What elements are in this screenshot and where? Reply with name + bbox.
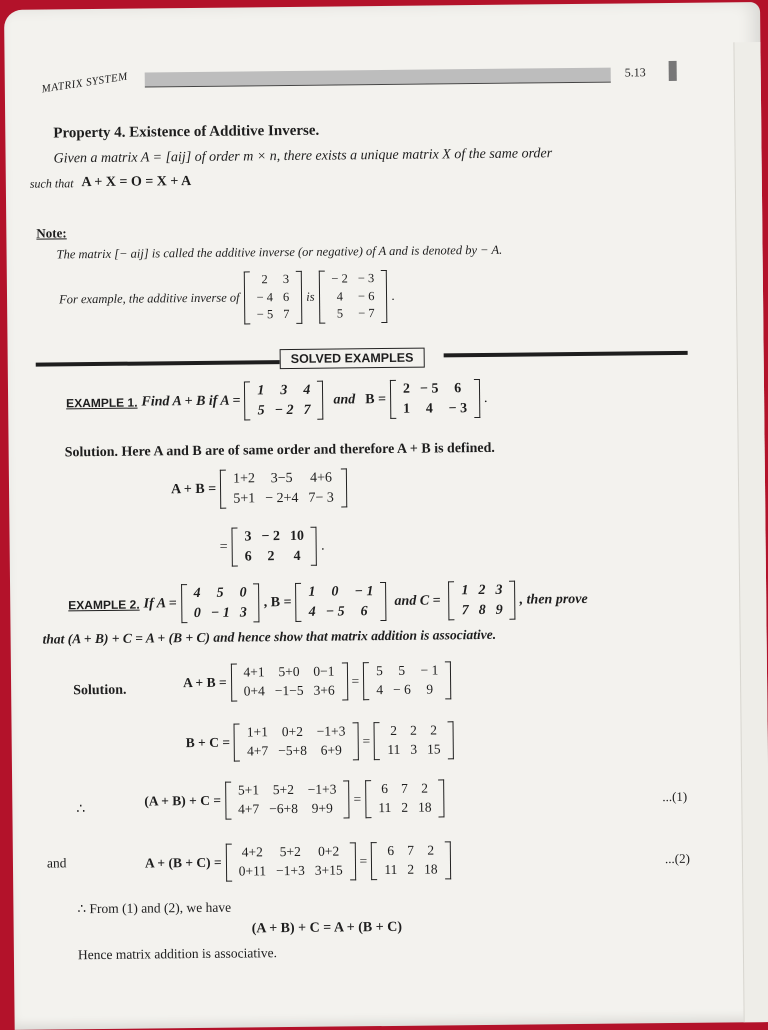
matrix-cell: 1+1 — [246, 724, 269, 740]
matrix-cell: − 1 — [354, 584, 374, 600]
bracket-left — [390, 380, 396, 419]
bc-result-matrix — [374, 721, 454, 760]
matrix-cell: 3+6 — [313, 682, 335, 698]
note-is-text: is — [306, 289, 315, 304]
matrix-grid — [189, 583, 252, 623]
matrix-cell: 0 — [193, 605, 201, 621]
matrix-cell: − 1 — [420, 662, 439, 678]
matrix-cell: 3 — [280, 383, 288, 399]
matrix-cell: 2 — [261, 272, 268, 287]
matrix-cell: −1+3 — [307, 781, 337, 797]
matrix-cell: − 1 — [210, 605, 230, 621]
matrix-row — [239, 681, 340, 701]
matrix-cell: 3 — [239, 605, 247, 621]
matrix-row — [238, 662, 339, 682]
bracket-right — [445, 661, 451, 699]
matrix-cell: 4+2 — [241, 844, 263, 860]
matrix-row — [379, 860, 442, 880]
matrix-cell: 5 — [398, 662, 406, 678]
matrix-cell: 9 — [426, 681, 434, 697]
matrix-cell: −5+8 — [278, 742, 307, 759]
matrix-cell: 4 — [376, 681, 384, 697]
bracket-left — [181, 584, 187, 623]
abc-result-matrix — [365, 779, 445, 818]
example2-label: EXAMPLE 2. — [68, 597, 140, 612]
page-number: 5.13 — [624, 65, 646, 80]
matrix-cell: 6 — [454, 381, 462, 397]
matrix-grid — [382, 721, 446, 759]
matrix-row — [382, 721, 445, 741]
matrix-cell: − 6 — [392, 681, 411, 697]
textbook-page — [4, 2, 768, 1030]
matrix-grid — [379, 841, 443, 879]
matrix-row — [327, 305, 380, 323]
matrix-grid — [242, 722, 351, 761]
bracket-right — [438, 779, 444, 817]
example1-sum-line — [169, 468, 349, 509]
bracket-right — [317, 381, 323, 420]
matrix-cell: 18 — [424, 861, 438, 877]
from-text: ∴ From (1) and (2), we have — [77, 899, 232, 917]
bracket-left — [244, 381, 250, 420]
a-bc-line: A + (B + C) = 4+2 5+2 0+2 0+11 −1+3 3+15 = 6 7 2 11 2 18 — [143, 841, 453, 882]
running-header: MATRIX SYSTEM — [40, 70, 129, 96]
matrix-cell: − 4 — [256, 289, 274, 304]
matrix-cell: 5 — [216, 585, 224, 601]
matrix-cell: 5 — [336, 306, 344, 321]
matrix-grid — [233, 780, 342, 819]
ab-result-matrix — [363, 661, 452, 700]
bc-sum-matrix — [234, 722, 359, 761]
matrix-cell: 4+7 — [238, 801, 260, 817]
bc-lhs: B + C = — [185, 734, 231, 750]
example2-if: If A = — [143, 595, 177, 612]
and-word: and — [46, 855, 67, 871]
matrix-cell: 6 — [360, 603, 368, 619]
bracket-right — [381, 270, 388, 323]
matrix-cell: 5 — [376, 663, 383, 679]
example2-solution-label: Solution. — [73, 682, 127, 699]
header-tab — [669, 61, 677, 81]
matrix-cell: 2 — [478, 582, 486, 599]
matrix-grid — [228, 468, 339, 508]
matrix-grid — [326, 270, 379, 323]
matrix-cell: 2 — [430, 722, 438, 738]
matrix-grid — [239, 527, 309, 567]
matrix-row — [251, 271, 294, 289]
matrix-cell: 1 — [308, 584, 316, 600]
example2-matrix-c — [448, 581, 515, 621]
matrix-cell: 3 — [495, 582, 503, 598]
matrix-row — [242, 741, 351, 761]
abc-sum-matrix — [225, 780, 350, 819]
ab-lhs: A + B = — [182, 674, 227, 691]
matrix-row — [382, 740, 445, 760]
bracket-right — [343, 780, 349, 818]
matrix-cell: 6 — [244, 548, 252, 565]
matrix-cell: 5+0 — [278, 663, 300, 680]
example2-matrix-b — [295, 582, 386, 622]
property-title: Property 4. Existence of Additive Inverse. — [53, 122, 320, 142]
matrix-cell: −6+8 — [269, 800, 299, 817]
example1-find: Find A + B if A = — [141, 393, 241, 410]
matrix-cell: 4 — [336, 288, 343, 303]
example2-and-c: and C = — [394, 593, 441, 609]
example1-label: EXAMPLE 1. — [66, 395, 138, 410]
matrix-cell: 11 — [387, 741, 401, 757]
bracket-left — [231, 528, 237, 567]
matrix-cell: 5+2 — [279, 843, 301, 860]
matrix-cell: 0+2 — [281, 723, 303, 740]
matrix-row — [373, 798, 436, 818]
matrix-cell: 2 — [427, 842, 435, 858]
property-statement: Given a matrix A = [aij] of order m × n, there exists a unique matrix X of the same order — [53, 146, 553, 167]
matrix-cell: 11 — [384, 861, 398, 877]
matrix-cell: 4 — [308, 604, 316, 620]
matrix-example-a — [243, 271, 302, 324]
matrix-cell: 9+9 — [311, 800, 333, 816]
matrix-row — [251, 288, 294, 306]
matrix-cell: 18 — [417, 799, 432, 815]
matrix-row — [228, 488, 339, 509]
matrix-cell: − 7 — [358, 306, 375, 321]
example1-statement: EXAMPLE 1. Find A + B if A = 1 3 4 5 − 2 7 and B = 2 − 5 6 1 4 − 3 . — [64, 379, 490, 423]
bracket-left — [225, 782, 231, 820]
example1-solution: Solution. Here A and B are of same order and therefore A + B is defined. — [64, 440, 495, 461]
example1-matrix-b — [390, 379, 480, 419]
matrix-cell: 1 — [257, 383, 265, 399]
example2-then: , then prove — [519, 591, 588, 608]
bracket-left — [374, 722, 380, 760]
matrix-cell: 10 — [289, 528, 305, 544]
matrix-cell: 6 — [387, 842, 395, 858]
bracket-left — [318, 271, 325, 324]
matrix-cell: 7 — [283, 306, 290, 322]
matrix-grid — [233, 842, 347, 881]
matrix-cell: 6 — [381, 780, 389, 797]
matrix-row — [233, 780, 342, 800]
example2-statement — [66, 580, 590, 625]
final-equation: (A + B) + C = A + (B + C) — [251, 919, 403, 937]
matrix-cell: 0 — [331, 584, 339, 600]
matrix-cell: 7− 3 — [308, 490, 334, 506]
matrix-row — [304, 602, 379, 622]
bracket-right — [444, 841, 450, 879]
matrix-cell: 3 — [282, 271, 290, 287]
matrix-cell: − 5 — [256, 307, 274, 322]
bracket-right — [447, 721, 453, 759]
such-that-text: such that — [29, 175, 74, 191]
equation-ref-2: ...(2) — [664, 850, 690, 867]
matrix-cell: − 6 — [357, 288, 375, 303]
ab-sum-matrix — [230, 662, 347, 701]
matrix-cell: 4 — [425, 401, 433, 417]
bracket-right — [254, 583, 260, 622]
matrix-cell: − 2 — [331, 271, 348, 286]
matrix-cell: 6 — [282, 289, 290, 304]
matrix-cell: 8 — [478, 602, 486, 618]
matrix-row — [371, 661, 443, 681]
bracket-right — [474, 379, 480, 418]
matrix-row — [233, 842, 347, 862]
a-bc-result-matrix — [371, 841, 451, 880]
bracket-left — [363, 662, 369, 700]
matrix-cell: 7 — [407, 842, 414, 858]
note-example-text: For example, the additive inverse of — [58, 290, 240, 307]
therefore-symbol: ∴ — [76, 802, 86, 818]
bracket-right — [311, 527, 317, 566]
matrix-cell: − 2 — [274, 402, 294, 418]
example1-result-matrix — [231, 527, 317, 567]
example1-and: and — [333, 391, 356, 408]
bracket-right — [509, 581, 515, 620]
matrix-row — [228, 468, 339, 489]
matrix-cell: 5 — [257, 402, 265, 418]
matrix-cell: 0+2 — [317, 843, 340, 859]
bracket-right — [380, 582, 386, 621]
ab-line: A + B = 4+1 5+0 0−1 0+4 −1−5 3+6 = 5 5 − 1 4 − 6 9 — [181, 661, 454, 702]
bracket-right — [349, 842, 355, 880]
matrix-cell: 5+1 — [233, 490, 256, 507]
bracket-left — [371, 842, 377, 880]
matrix-cell: 3−5 — [270, 470, 293, 487]
matrix-grid — [373, 779, 437, 817]
matrix-cell: 11 — [378, 799, 392, 815]
matrix-cell: −1−5 — [274, 682, 304, 699]
solved-examples-banner: SOLVED EXAMPLES — [280, 348, 425, 370]
example1-b-label: B = — [365, 391, 387, 407]
matrix-row — [379, 841, 442, 861]
matrix-cell: 2 — [390, 722, 398, 738]
matrix-cell: 15 — [426, 741, 441, 757]
example2-matrix-a — [181, 583, 260, 623]
bracket-right — [341, 662, 347, 700]
matrix-cell: 9 — [495, 602, 503, 618]
matrix-cell: 1 — [461, 583, 469, 599]
matrix-row — [252, 400, 315, 420]
matrix-cell: − 3 — [357, 271, 375, 286]
matrix-cell: 0−1 — [313, 663, 335, 679]
matrix-row — [326, 288, 379, 306]
example2-b-label: , B = — [263, 594, 292, 610]
abc-lhs: (A + B) + C = — [144, 792, 222, 809]
matrix-cell: 3+15 — [314, 862, 343, 878]
matrix-cell: 2 — [401, 799, 409, 815]
bracket-left — [230, 664, 236, 702]
note-label: Note: — [36, 225, 67, 241]
matrix-cell: 0 — [239, 585, 247, 601]
bracket-left — [234, 724, 240, 762]
example1-matrix-a — [244, 381, 323, 421]
matrix-grid — [238, 662, 339, 701]
matrix-cell: 7 — [401, 780, 408, 796]
bracket-left — [220, 470, 226, 509]
example1-result-line: = 3 − 2 10 6 2 4 . — [217, 527, 326, 567]
matrix-row — [239, 527, 309, 547]
bracket-left — [225, 844, 231, 882]
bc-line: B + C = 1+1 0+2 −1+3 4+7 −5+8 6+9 = 2 2 2 11 3 15 — [184, 721, 456, 762]
a-bc-lhs: A + (B + C) = — [144, 854, 222, 871]
bracket-right — [341, 468, 347, 507]
matrix-row — [234, 861, 348, 881]
example1-sum-matrix — [220, 468, 347, 509]
matrix-cell: 5+1 — [237, 782, 260, 798]
matrix-grid — [398, 379, 472, 419]
page-edge — [733, 42, 768, 1022]
matrix-cell: 4 — [303, 382, 311, 398]
property-equation: A + X = O = X + A — [81, 174, 192, 191]
matrix-cell: 4 — [193, 585, 201, 602]
matrix-cell: 2 — [409, 722, 417, 738]
matrix-row — [456, 581, 507, 601]
a-bc-sum-matrix — [225, 842, 355, 881]
matrix-cell: 2 — [421, 780, 429, 796]
matrix-cell: 1+2 — [233, 471, 256, 487]
matrix-cell: 4 — [293, 548, 301, 564]
matrix-cell: −1+3 — [276, 862, 305, 879]
matrix-cell: 3 — [410, 741, 418, 757]
matrix-cell: − 2 — [261, 529, 281, 545]
matrix-cell: 4+1 — [243, 664, 265, 680]
matrix-cell: 0+4 — [243, 683, 265, 699]
bracket-left — [295, 583, 301, 622]
matrix-cell: 4+6 — [309, 470, 333, 486]
matrix-row — [457, 600, 508, 620]
matrix-row — [240, 546, 310, 566]
matrix-row — [252, 381, 315, 401]
note-example: For example, the additive inverse of 2 3 − 4 6 − 5 7 is − 2 − 3 4 − 6 5 − 7 . — [57, 270, 397, 326]
matrix-cell: 0+11 — [238, 863, 267, 879]
matrix-cell: 7 — [303, 402, 311, 418]
equation-ref-1: ...(1) — [662, 788, 688, 805]
matrix-cell: − 3 — [448, 400, 468, 416]
note-text: The matrix [− aij] is called the additive inverse (or negative) of A and is denoted by − A. — [56, 242, 503, 262]
example1-lhs: A + B = — [170, 481, 217, 497]
example2-prove-line: that (A + B) + C = A + (B + C) and hence show that matrix addition is associative. — [42, 626, 497, 647]
matrix-row — [189, 603, 252, 623]
matrix-cell: 7 — [461, 602, 469, 618]
bracket-right — [296, 271, 303, 324]
matrix-grid — [303, 582, 378, 622]
matrix-row — [242, 722, 351, 742]
matrix-row — [252, 306, 295, 324]
matrix-cell: − 5 — [419, 381, 439, 397]
matrix-grid — [252, 381, 315, 421]
bracket-left — [448, 581, 454, 620]
matrix-row — [371, 680, 443, 700]
matrix-cell: 3 — [244, 529, 252, 545]
matrix-row — [326, 270, 379, 288]
matrix-grid — [251, 271, 294, 324]
matrix-cell: 2 — [267, 548, 275, 564]
matrix-grid — [456, 581, 507, 621]
matrix-row — [373, 779, 436, 799]
bracket-left — [365, 780, 371, 818]
matrix-row — [233, 799, 342, 819]
bracket-right — [352, 722, 358, 760]
matrix-cell: − 5 — [325, 604, 345, 620]
banner-rule-right — [444, 351, 688, 358]
bracket-left — [243, 271, 250, 324]
abc-line: (A + B) + C = 5+1 5+2 −1+3 4+7 −6+8 9+9 = 6 7 2 11 2 18 — [142, 779, 447, 820]
matrix-row — [398, 399, 472, 419]
matrix-cell: 2 — [407, 861, 415, 877]
matrix-row — [303, 582, 378, 602]
conclusion-text: Hence matrix addition is associative. — [77, 945, 278, 963]
matrix-cell: −1+3 — [316, 723, 346, 739]
matrix-cell: 4+7 — [246, 743, 269, 759]
matrix-cell: − 2+4 — [265, 490, 299, 506]
property-equation-line — [28, 174, 194, 192]
matrix-cell: 5+2 — [272, 781, 295, 798]
matrix-example-inverse — [318, 270, 387, 323]
matrix-cell: 1 — [403, 401, 411, 417]
matrix-cell: 2 — [402, 381, 411, 397]
matrix-row — [189, 583, 252, 603]
matrix-cell: 6+9 — [320, 742, 342, 758]
matrix-grid — [371, 661, 444, 700]
banner-rule-left — [36, 360, 280, 367]
matrix-row — [398, 379, 472, 399]
